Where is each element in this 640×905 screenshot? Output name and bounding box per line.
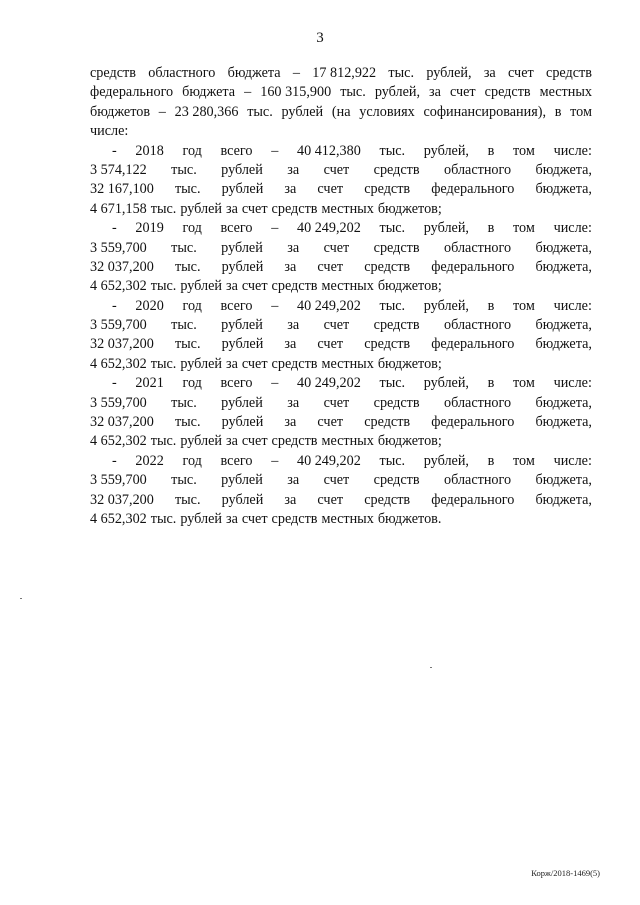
word: местных [539, 84, 592, 101]
word: средств [271, 510, 318, 527]
text-line [90, 510, 592, 529]
word: рублей, [374, 84, 421, 101]
word: местных [321, 355, 374, 372]
word: числе: [553, 142, 592, 159]
word: том [513, 142, 535, 159]
word: – [271, 297, 279, 314]
word: счет [317, 414, 344, 431]
word: тыс. [379, 297, 406, 314]
word: рублей, [423, 142, 469, 159]
word: 4 652,302 [90, 510, 147, 527]
word: в [487, 375, 495, 392]
word: всего [220, 142, 253, 159]
word: в [554, 103, 562, 120]
word: счет [508, 65, 534, 81]
word: за [225, 433, 238, 450]
word: за [287, 472, 300, 489]
document-body [90, 64, 592, 529]
word: год [182, 220, 202, 237]
word: областного [444, 317, 512, 334]
word: 3 559,700 [90, 317, 147, 334]
text-line [90, 394, 592, 413]
word: 23 280,366 [174, 103, 239, 120]
word: местных [321, 200, 374, 217]
word: средств [90, 65, 136, 81]
word: рублей, [423, 297, 469, 314]
word: бюджета, [535, 414, 592, 431]
word: за [284, 491, 297, 508]
word: тыс. [247, 103, 273, 120]
word: за [287, 239, 300, 256]
text-line [90, 239, 592, 258]
word: за [225, 510, 238, 527]
word: за [287, 161, 300, 178]
word: всего [220, 452, 253, 469]
word: за [225, 355, 238, 372]
word: тыс. [174, 258, 201, 275]
word: местных [321, 433, 374, 450]
word: софинансирования), [423, 103, 546, 120]
word: - [112, 220, 117, 237]
word: средств [364, 181, 411, 198]
word: 40 249,202 [296, 452, 361, 469]
word: тыс. [379, 375, 406, 392]
word: 3 559,700 [90, 239, 147, 256]
word: – [158, 103, 166, 120]
word: счет [241, 510, 268, 527]
text-line [90, 452, 592, 471]
word: федерального [431, 491, 515, 508]
word: рублей, [426, 65, 472, 81]
text-line [90, 64, 592, 83]
text-line [90, 219, 592, 238]
word: 2020 [135, 297, 164, 314]
word: 4 652,302 [90, 433, 147, 450]
word: рублей [221, 491, 264, 508]
text-line [90, 471, 592, 490]
word: – [271, 375, 279, 392]
word: федерального [431, 414, 515, 431]
word: тыс. [171, 317, 197, 334]
word: тыс. [171, 161, 197, 178]
word: рублей [180, 510, 222, 527]
word: счет [449, 84, 476, 101]
word: бюджета, [535, 258, 592, 275]
word: за [287, 317, 300, 334]
word: рублей [180, 433, 222, 450]
word: бюджетов; [377, 433, 442, 450]
word: за [429, 84, 441, 101]
word: счет [317, 336, 344, 353]
text-line [90, 316, 592, 335]
word: за [284, 258, 297, 275]
word: том [570, 103, 592, 120]
text-line [90, 374, 592, 393]
word: счет [323, 317, 350, 334]
word: тыс. [171, 394, 197, 411]
word: средств [373, 161, 420, 178]
word: год [182, 452, 202, 469]
word: - [112, 297, 117, 314]
word: тыс. [171, 472, 197, 489]
word: тыс. [171, 239, 197, 256]
document-code: Корж/2018-1469(5) [531, 868, 600, 878]
word: всего [220, 375, 253, 392]
word: бюджетов; [377, 200, 442, 217]
word: областного [444, 239, 512, 256]
word: средств [364, 336, 411, 353]
word: 4 671,158 [90, 200, 147, 217]
word: счет [317, 258, 344, 275]
word: рублей [180, 278, 222, 295]
word: счет [323, 394, 350, 411]
word: рублей [221, 394, 263, 411]
word: средств [546, 65, 592, 81]
word: – [244, 84, 252, 101]
word: рублей, [423, 452, 469, 469]
text-line [90, 180, 592, 199]
word: 2021 [135, 375, 164, 392]
word: 3 559,700 [90, 472, 147, 489]
word: средств [271, 200, 318, 217]
word: 2022 [135, 452, 164, 469]
word: местных [321, 278, 374, 295]
word: за [225, 278, 238, 295]
word: – [271, 142, 279, 159]
word: счет [317, 491, 344, 508]
word: счет [317, 181, 344, 198]
word: рублей [221, 239, 263, 256]
word: рублей [221, 472, 263, 489]
word: числе: [90, 123, 129, 140]
word: областного [444, 161, 512, 178]
word: условиях [359, 103, 415, 120]
word: том [513, 297, 535, 314]
word: числе: [553, 220, 592, 237]
word: 2019 [135, 220, 164, 237]
word: 17 812,922 [312, 65, 377, 81]
word: тыс. [150, 433, 177, 450]
word: бюджетов. [377, 510, 442, 527]
word: федерального [431, 336, 515, 353]
word: - [112, 142, 117, 159]
word: бюджетов; [377, 355, 442, 372]
word: федерального [431, 181, 515, 198]
word: областного [148, 65, 216, 81]
text-line [90, 432, 592, 451]
text-line [90, 355, 592, 374]
text-line [90, 142, 592, 161]
word: областного [444, 394, 512, 411]
word: рублей [221, 181, 264, 198]
word: рублей [221, 161, 263, 178]
word: - [112, 452, 117, 469]
word: тыс. [379, 452, 406, 469]
word: средств [364, 258, 411, 275]
word: средств [364, 414, 411, 431]
word: бюджета, [535, 317, 592, 334]
word: 32 037,200 [90, 258, 154, 275]
word: бюджета, [535, 491, 592, 508]
word: 32 037,200 [90, 491, 154, 508]
word: бюджета, [535, 394, 592, 411]
word: средств [373, 239, 420, 256]
word: том [513, 452, 535, 469]
word: год [182, 142, 202, 159]
word: средств [373, 472, 420, 489]
word: счет [241, 355, 268, 372]
word: рублей [221, 336, 264, 353]
word: средств [271, 433, 318, 450]
word: рублей [180, 200, 222, 217]
word: рублей, [423, 375, 469, 392]
word: за [225, 200, 238, 217]
word: бюджетов; [377, 278, 442, 295]
word: тыс. [379, 220, 406, 237]
word: за [284, 414, 297, 431]
word: счет [241, 433, 268, 450]
word: 40 249,202 [296, 375, 361, 392]
word: 32 037,200 [90, 414, 154, 431]
word: рублей, [423, 220, 469, 237]
word: том [513, 220, 535, 237]
word: - [112, 375, 117, 392]
text-line [90, 103, 592, 122]
word: 4 652,302 [90, 355, 147, 372]
text-line [90, 277, 592, 296]
word: 4 652,302 [90, 278, 147, 295]
word: 3 559,700 [90, 394, 147, 411]
word: бюджетов [90, 103, 151, 120]
word: всего [220, 220, 253, 237]
word: тыс. [379, 142, 406, 159]
word: числе: [553, 297, 592, 314]
word: средств [373, 394, 420, 411]
word: рублей [221, 317, 263, 334]
word: счет [323, 161, 350, 178]
word: тыс. [340, 84, 366, 101]
word: средств [271, 278, 318, 295]
word: 40 249,202 [296, 220, 361, 237]
word: том [513, 375, 535, 392]
word: 3 574,122 [90, 161, 147, 178]
word: тыс. [174, 491, 201, 508]
text-line [90, 83, 592, 102]
word: бюджета, [535, 181, 592, 198]
word: бюджета [227, 65, 281, 81]
word: счет [323, 472, 350, 489]
word: числе: [553, 452, 592, 469]
word: федерального [90, 84, 174, 101]
scan-speck [20, 598, 22, 599]
word: за [284, 336, 297, 353]
word: 32 167,100 [90, 181, 154, 198]
word: тыс. [150, 510, 177, 527]
word: – [271, 220, 279, 237]
word: рублей [180, 355, 222, 372]
word: счет [241, 200, 268, 217]
word: счет [241, 278, 268, 295]
word: средств [373, 317, 420, 334]
word: тыс. [150, 200, 177, 217]
word: 2018 [135, 142, 164, 159]
word: год [182, 375, 202, 392]
word: тыс. [174, 414, 201, 431]
word: областного [444, 472, 512, 489]
text-line [90, 297, 592, 316]
word: бюджета [182, 84, 236, 101]
word: в [487, 452, 495, 469]
text-line [90, 161, 592, 180]
word: в [487, 142, 495, 159]
word: рублей [221, 414, 264, 431]
word: бюджета, [535, 161, 592, 178]
word: местных [321, 510, 374, 527]
word: в [487, 297, 495, 314]
word: средств [271, 355, 318, 372]
word: за [284, 181, 297, 198]
word: 160 315,900 [260, 84, 332, 101]
word: за [483, 65, 496, 81]
word: бюджета, [535, 472, 592, 489]
word: тыс. [174, 181, 201, 198]
page-number: 3 [316, 30, 324, 46]
word: рублей [281, 103, 324, 120]
text-line [90, 122, 592, 141]
word: тыс. [150, 355, 177, 372]
word: 32 037,200 [90, 336, 154, 353]
word: средств [364, 491, 411, 508]
text-line [90, 413, 592, 432]
text-line [90, 258, 592, 277]
word: рублей [221, 258, 264, 275]
text-line [90, 335, 592, 354]
word: числе: [553, 375, 592, 392]
word: в [487, 220, 495, 237]
word: (на [331, 103, 351, 120]
word: год [182, 297, 202, 314]
word: всего [220, 297, 253, 314]
word: тыс. [388, 65, 414, 81]
word: 40 249,202 [296, 297, 361, 314]
word: бюджета, [535, 336, 592, 353]
word: средств [484, 84, 531, 101]
word: 40 412,380 [296, 142, 361, 159]
word: счет [323, 239, 350, 256]
word: бюджета, [535, 239, 592, 256]
word: тыс. [150, 278, 177, 295]
scan-speck [430, 667, 432, 668]
text-line [90, 491, 592, 510]
word: за [287, 394, 300, 411]
word: тыс. [174, 336, 201, 353]
text-line [90, 200, 592, 219]
word: – [271, 452, 279, 469]
word: федерального [431, 258, 515, 275]
word: – [292, 65, 300, 81]
